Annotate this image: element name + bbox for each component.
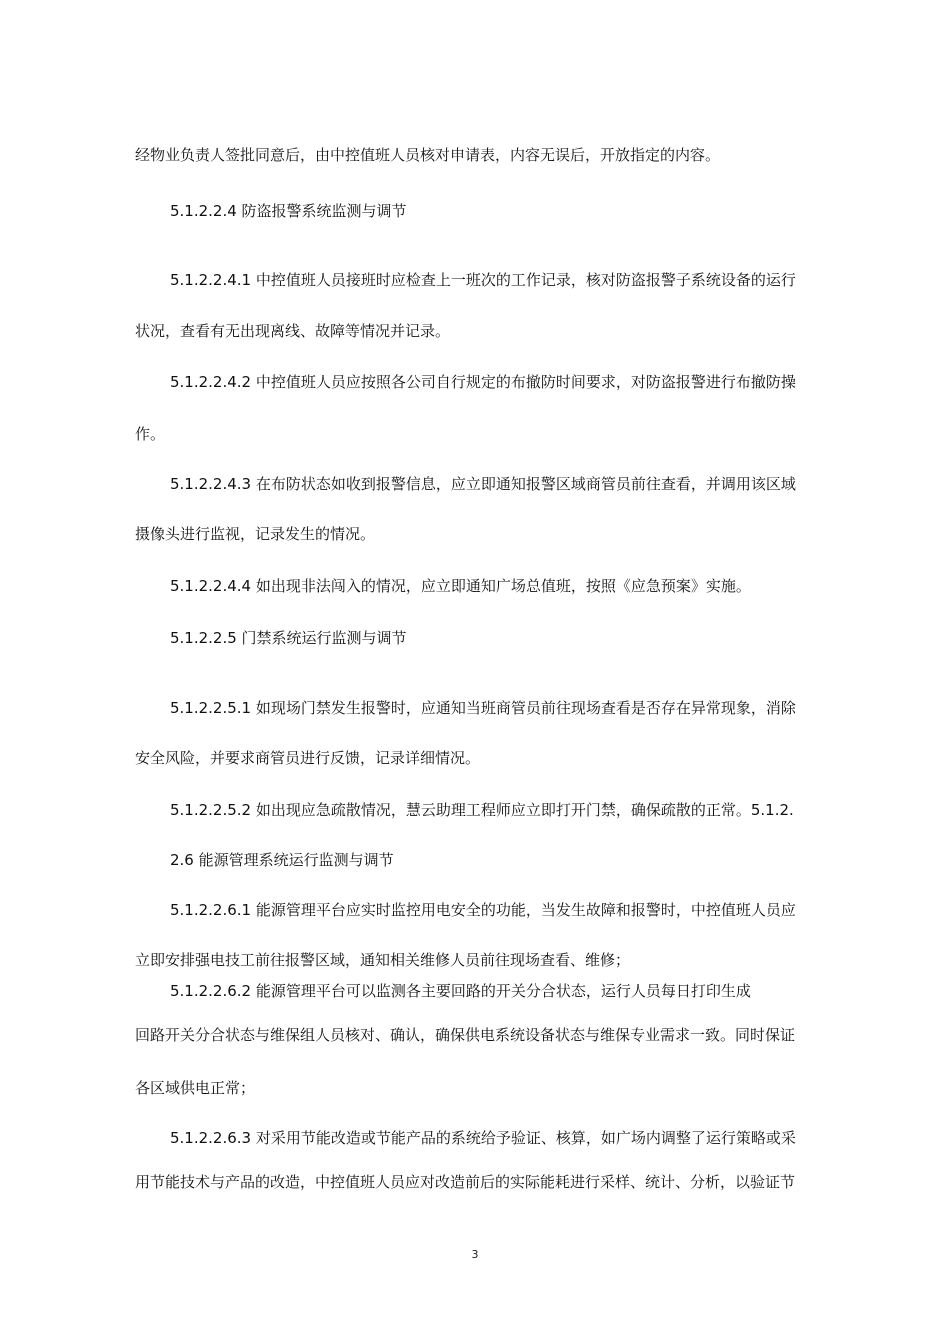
clause-line: 5.1.2.2.4.4 如出现非法闯入的情况，应立即通知广场总值班，按照《应急预案》实施。 bbox=[170, 577, 751, 595]
section-heading: 2.6 能源管理系统运行监测与调节 bbox=[170, 851, 394, 869]
clause-line: 5.1.2.2.5.2 如出现应急疏散情况，慧云助理工程师应立即打开门禁，确保疏散的正常。5.1.2. bbox=[170, 801, 794, 819]
body-text-line: 状况，查看有无出现离线、故障等情况并记录。 bbox=[135, 322, 451, 340]
section-heading: 5.1.2.2.5 门禁系统运行监测与调节 bbox=[170, 629, 407, 647]
body-text-line: 用节能技术与产品的改造，中控值班人员应对改造前后的实际能耗进行采样、统计、分析，以验证节 bbox=[135, 1173, 796, 1191]
body-text-line: 摄像头进行监视，记录发生的情况。 bbox=[135, 525, 376, 543]
section-heading: 5.1.2.2.4 防盗报警系统监测与调节 bbox=[170, 202, 407, 220]
body-text-line: 各区域供电正常； bbox=[135, 1079, 256, 1097]
clause-line: 5.1.2.2.6.3 对采用节能改造或节能产品的系统给予验证、核算，如广场内调整了运行策略或采 bbox=[170, 1129, 796, 1147]
body-text-line: 安全风险，并要求商管员进行反馈，记录详细情况。 bbox=[135, 749, 481, 767]
body-text-line: 经物业负责人签批同意后，由中控值班人员核对申请表，内容无误后，开放指定的内容。 bbox=[135, 146, 721, 164]
page-number: 3 bbox=[471, 1248, 479, 1261]
clause-line: 5.1.2.2.5.1 如现场门禁发生报警时，应通知当班商管员前往现场查看是否存在异常现象，消除 bbox=[170, 699, 796, 717]
clause-line: 5.1.2.2.6.1 能源管理平台应实时监控用电安全的功能，当发生故障和报警时，中控值班人员应 bbox=[170, 901, 796, 919]
body-text-line: 立即安排强电技工前往报警区域，通知相关维修人员前往现场查看、维修； bbox=[135, 951, 631, 969]
body-text-line: 作。 bbox=[135, 425, 166, 443]
clause-line: 5.1.2.2.4.2 中控值班人员应按照各公司自行规定的布撤防时间要求，对防盗报警进行布撤防操 bbox=[170, 373, 796, 391]
clause-line: 5.1.2.2.6.2 能源管理平台可以监测各主要回路的开关分合状态，运行人员每日打印生成 bbox=[170, 982, 751, 1000]
body-text-line: 回路开关分合状态与维保组人员核对、确认，确保供电系统设备状态与维保专业需求一致。同时保证 bbox=[135, 1026, 796, 1044]
clause-line: 5.1.2.2.4.3 在布防状态如收到报警信息，应立即通知报警区域商管员前往查看，并调用该区域 bbox=[170, 475, 796, 493]
clause-line: 5.1.2.2.4.1 中控值班人员接班时应检查上一班次的工作记录，核对防盗报警子系统设备的运行 bbox=[170, 271, 796, 289]
